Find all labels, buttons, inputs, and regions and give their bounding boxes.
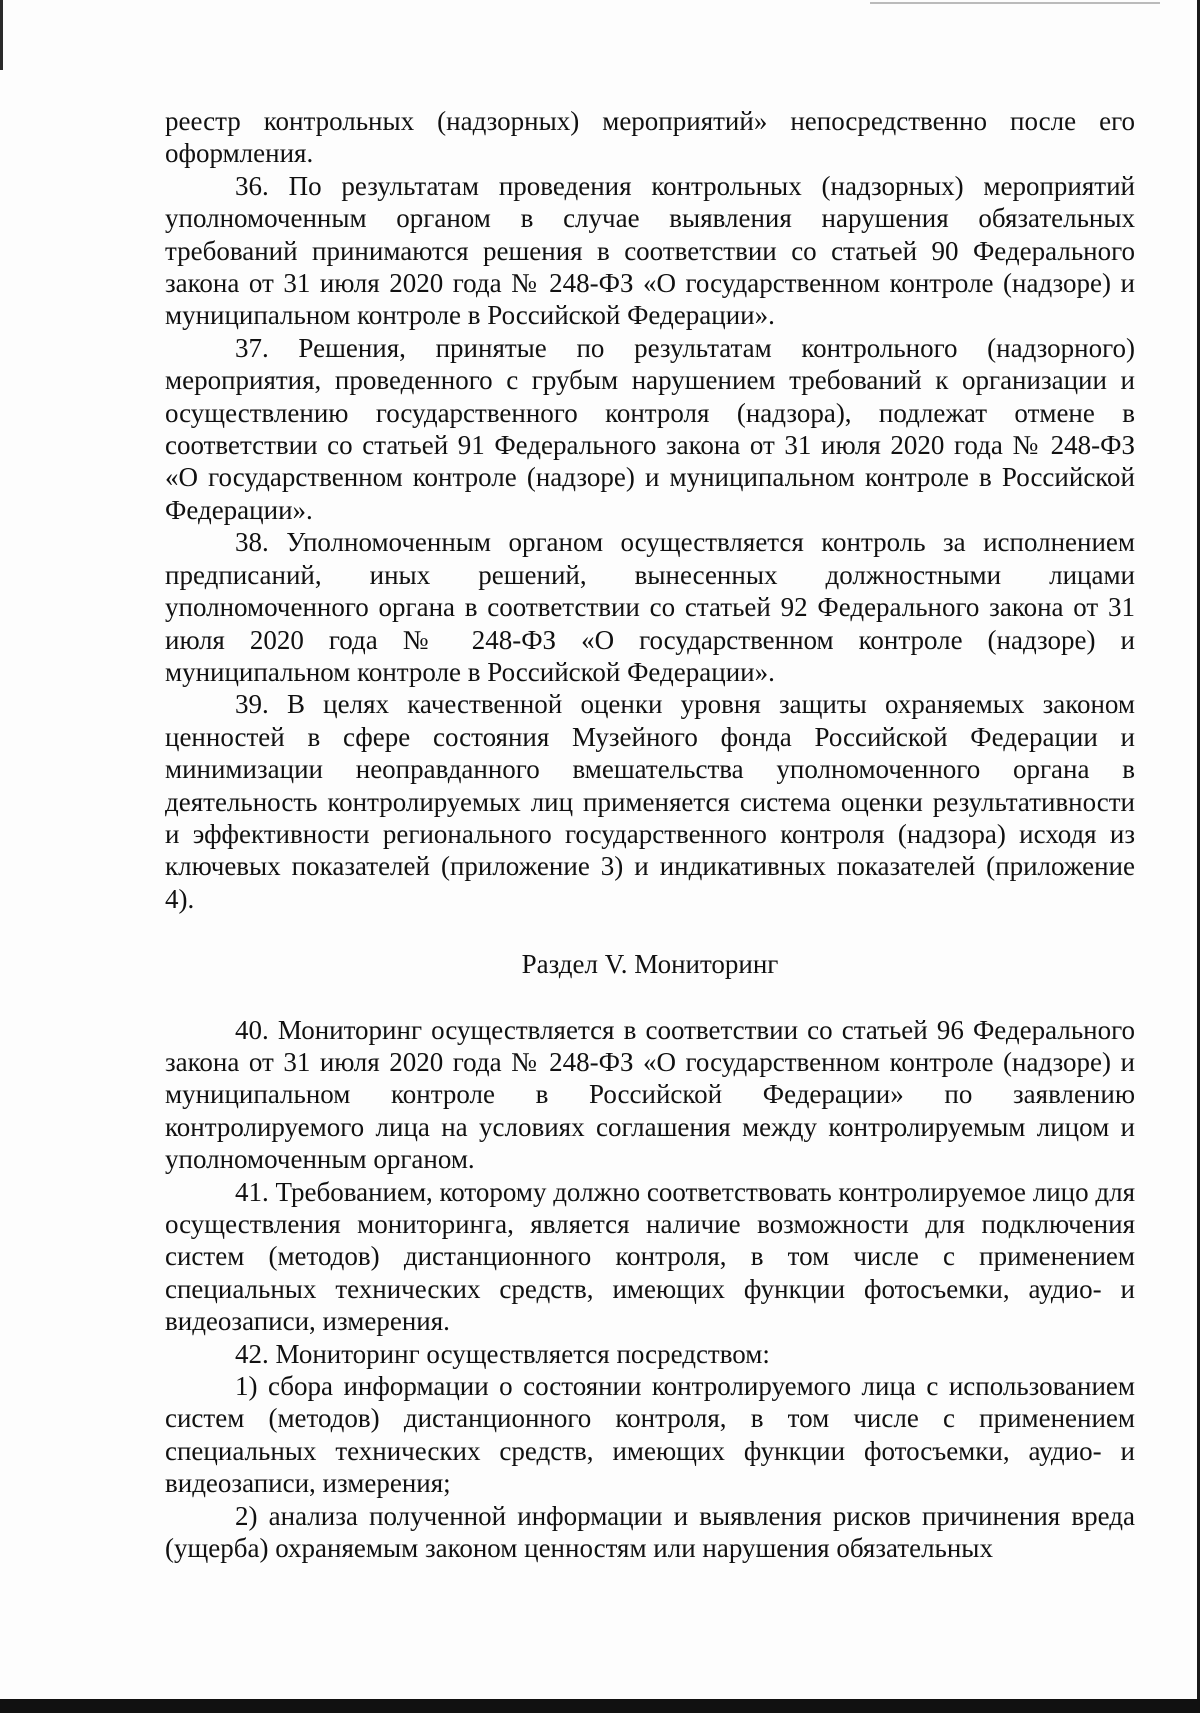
paragraph-39: 39. В целях качественной оценки уровня защиты охраняемых законом ценностей в сфере состояния Музейного фонда Российской Федерации и минимизации неоправданного вмешательства уполномоченного органа в деятельность контролируемых лиц применяется система оценки результативности и эффективности регионального государственного контроля (надзора) исходя из ключевых показателей (приложение 3) и индикативных показателей (приложение 4). <box>165 689 1135 914</box>
paragraph-40: 40. Мониторинг осуществляется в соответствии со статьей 96 Федерального закона от 31 июля 2020 года № 248-ФЗ «О государственном контроле (надзоре) и муниципальном контроле в Российской Федерации» по заявлению контролируемого лица на условиях соглашения между контролируемым лицом и уполномоченным органом. <box>165 1014 1135 1175</box>
paragraph-37: 37. Решения, принятые по результатам контрольного (надзорного) мероприятия, проведенного с грубым нарушением требований к организации и осуществлению государственного контроля (надзора), подлежат отмене в соответствии со статьей 91 Федерального закона от 31 июля 2020 года № 248-ФЗ «О государственном контроле (надзоре) и муниципальном контроле в Российской Федерации». <box>165 332 1135 525</box>
paragraph-38: 38. Уполномоченным органом осуществляется контроль за исполнением предписаний, иных решений, вынесенных должностными лицами уполномоченного органа в соответствии со статьей 92 Федерального закона от 31 июля 2020 года № 248-ФЗ «О государственном контроле (надзоре) и муниципальном контроле в Российской Федерации». <box>165 527 1135 687</box>
paragraph-42: 42. Мониторинг осуществляется посредством: <box>235 1338 770 1369</box>
list-item-2: 2) анализа полученной информации и выявления рисков причинения вреда (ущерба) охраняемым законом ценностям или нарушения обязательных <box>165 1500 1135 1564</box>
scan-top-mark <box>870 2 1160 4</box>
section-heading: Раздел V. Мониторинг <box>521 949 779 980</box>
paragraph-41: 41. Требованием, которому должно соответствовать контролируемое лицо для осуществления мониторинга, является наличие возможности для подключения систем (методов) дистанционного контроля, в том числе с применением специальных технических средств, имеющих функции фотосъемки, аудио- и видеозаписи, измерения. <box>165 1176 1135 1337</box>
paragraph-continuation: реестр контрольных (надзорных) мероприятий» непосредственно после его оформления. <box>165 106 1135 169</box>
scan-edge-bottom <box>0 1699 1200 1713</box>
list-item-1: 1) сбора информации о состоянии контролируемого лица с использованием систем (методов) дистанционного контроля, в том числе с применением специальных технических средств, имеющих функции фотосъемки, аудио- и видеозаписи, измерения; <box>165 1371 1135 1499</box>
scan-edge-left <box>0 0 3 70</box>
document-body <box>165 105 1135 1564</box>
paragraph-36: 36. По результатам проведения контрольных (надзорных) мероприятий уполномоченным органом в случае выявления нарушения обязательных требований принимаются решения в соответствии со статьей 90 Федерального закона от 31 июля 2020 года № 248-ФЗ «О государственном контроле (надзоре) и муниципальном контроле в Российской Федерации». <box>165 170 1135 331</box>
